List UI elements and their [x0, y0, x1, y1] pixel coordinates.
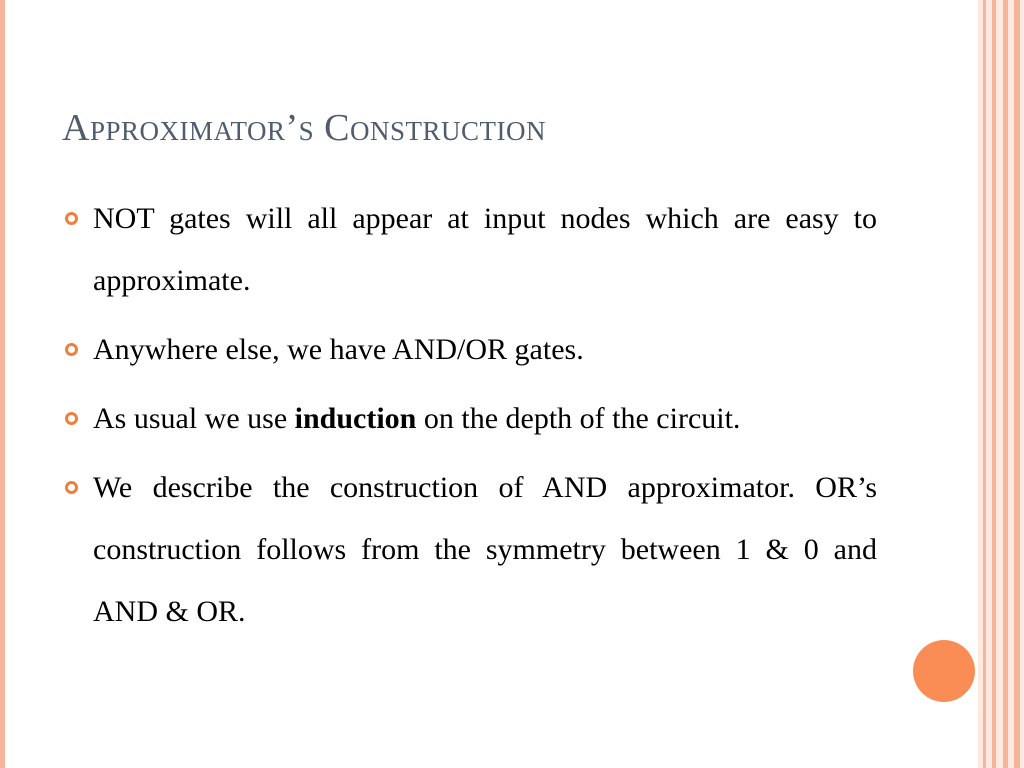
right-stripe-1: [983, 0, 986, 768]
left-border-line: [0, 0, 5, 768]
bullet-circle-icon: [65, 481, 78, 494]
bullet-list: [62, 188, 877, 650]
bullet-item: [62, 457, 877, 643]
bullet-text: Anywhere else, we have AND/OR gates.: [93, 333, 584, 366]
bullet-text-bold: induction: [294, 402, 417, 435]
right-stripe-2: [992, 0, 996, 768]
bullet-circle-icon: [65, 412, 78, 425]
decorative-circle: [913, 640, 975, 702]
bullet-text: NOT gates will all appear at input nodes which are easy to approximate.: [93, 202, 877, 297]
right-stripe-3: [1003, 0, 1008, 768]
bullet-circle-icon: [65, 212, 78, 225]
bullet-text: We describe the construction of AND approximator. OR’s construction follows from the symmetry between 1 & 0 and AND & OR.: [93, 471, 877, 628]
bullet-item: [62, 319, 877, 381]
bullet-circle-icon: [65, 343, 78, 356]
bullet-text: on the depth of the circuit.: [416, 402, 741, 435]
slide-title: Approximator’s Construction: [62, 107, 547, 149]
right-stripe-4: [1014, 0, 1020, 768]
bullet-text: As usual we use: [93, 402, 295, 435]
bullet-item: [62, 188, 877, 312]
bullet-item: [62, 388, 877, 450]
